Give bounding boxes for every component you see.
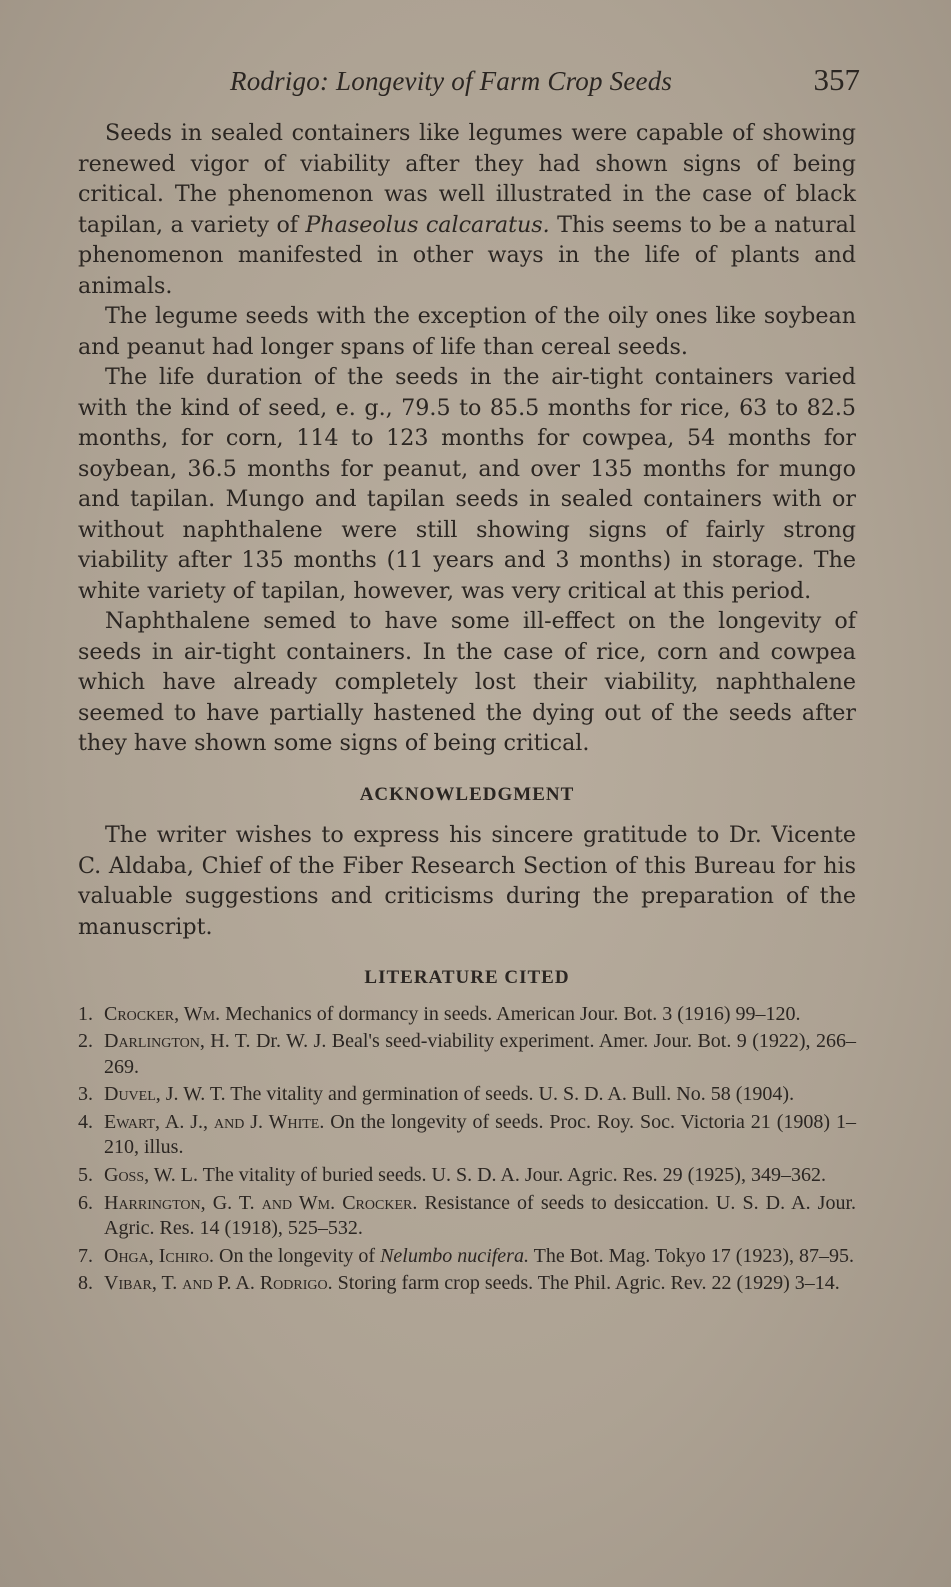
reference-author: Vibar, T. and P. A. Rodrigo. bbox=[104, 1272, 333, 1295]
reference-number: 8. bbox=[78, 1272, 93, 1295]
reference-author: Goss, W. L. bbox=[104, 1164, 199, 1187]
paragraph-1 bbox=[78, 118, 856, 301]
reference-text: Crocker, Wm. Mechanics of dormancy in seeds. American Jour. Bot. 3 (1916) 99–120. bbox=[104, 1002, 801, 1025]
reference-number: 6. bbox=[78, 1191, 93, 1214]
paragraph-1-text-a: Seeds in sealed containers like legumes were capable of showing renewed vigor of viability after they had shown signs of being critical. The phenomenon was well illustrated in the case of black tapilan, a variety of bbox=[78, 120, 856, 238]
reference-author: Ohga, Ichiro. bbox=[104, 1244, 214, 1267]
running-title: Rodrigo: Longevity of Farm Crop Seeds bbox=[230, 66, 673, 96]
running-head bbox=[230, 62, 860, 102]
reference-number: 1. bbox=[78, 1002, 93, 1025]
reference-number: 3. bbox=[78, 1083, 93, 1106]
paragraph-3: The life duration of the seeds in the air-tight containers varied with the kind of seed, e. g., 79.5 to 85.5 months for rice, 63 to 82.5 months, for corn, 114 to 123 months for cowpea, 54 months for soybean, 36.5 months for peanut, and over 135 months for mungo and tapilan. Mungo and tapilan seeds in sealed containers with or without naphthalene were still showing signs of fairly strong viability after 135 months (11 years and 3 months) in storage. The white variety of tapilan, however, was very critical at this period. bbox=[78, 364, 856, 604]
reference-number: 7. bbox=[78, 1244, 93, 1267]
reference-item bbox=[78, 1029, 856, 1080]
reference-item bbox=[78, 1002, 856, 1028]
reference-text: Ewart, A. J., and J. White. On the longevity of seeds. Proc. Roy. Soc. Victoria 21 (1908) 1–210, illus. bbox=[104, 1110, 856, 1159]
acknowledgment-heading: ACKNOWLEDGMENT bbox=[359, 783, 575, 805]
reference-author: Crocker, Wm. bbox=[104, 1002, 221, 1025]
reference-author: Ewart, A. J., and J. White. bbox=[104, 1110, 325, 1133]
reference-item bbox=[78, 1191, 856, 1242]
species-name: Nelumbo nucifera. bbox=[380, 1244, 529, 1267]
reference-list bbox=[78, 1002, 856, 1298]
reference-author: Duvel, J. W. T. bbox=[104, 1083, 226, 1106]
reference-text: Goss, W. L. The vitality of buried seeds. U. S. D. A. Jour. Agric. Res. 29 (1925), 349–362. bbox=[104, 1164, 826, 1187]
article-body bbox=[78, 118, 856, 1299]
reference-text: Duvel, J. W. T. The vitality and germination of seeds. U. S. D. A. Bull. No. 58 (1904). bbox=[104, 1083, 795, 1106]
reference-text: Darlington, H. T. Dr. W. J. Beal's seed-viability experiment. Amer. Jour. Bot. 9 (1922), 266–269. bbox=[104, 1030, 856, 1078]
reference-item bbox=[78, 1163, 856, 1189]
reference-author: Darlington, H. T. bbox=[104, 1030, 251, 1053]
reference-number: 5. bbox=[78, 1164, 93, 1187]
reference-text: Harrington, G. T. and Wm. Crocker. Resistance of seeds to desiccation. U. S. D. A. Jour. Agric. Res. 14 (1918), 525–532. bbox=[104, 1191, 856, 1240]
acknowledgment-text: The writer wishes to express his sincere gratitude to Dr. Vicente C. Aldaba, Chief of the Fiber Research Section of this Bureau for his valuable suggestions and criticisms during the preparation of the manuscript. bbox=[78, 822, 856, 940]
reference-text: Vibar, T. and P. A. Rodrigo. Storing farm crop seeds. The Phil. Agric. Rev. 22 (1929) 3–14. bbox=[104, 1272, 840, 1295]
reference-text: Ohga, Ichiro. On the longevity of Nelumbo nucifera. The Bot. Mag. Tokyo 17 (1923), 87–95. bbox=[104, 1244, 855, 1267]
reference-item bbox=[78, 1244, 856, 1270]
page-number: 357 bbox=[813, 62, 860, 97]
reference-author: Harrington, G. T. and Wm. Crocker. bbox=[104, 1191, 418, 1214]
paragraph-2: The legume seeds with the exception of the oily ones like soybean and peanut had longer spans of life than cereal seeds. bbox=[78, 303, 856, 360]
reference-item bbox=[78, 1271, 856, 1297]
reference-number: 2. bbox=[78, 1030, 93, 1053]
reference-item bbox=[78, 1110, 856, 1161]
paragraph-4: Naphthalene semed to have some ill-effect on the longevity of seeds in air-tight containers. In the case of rice, corn and cowpea which have already completely lost their viability, naphthalene seemed to have partially hastened the dying out of the seeds after they have shown some signs of being critical. bbox=[78, 608, 856, 756]
literature-heading: LITERATURE CITED bbox=[364, 967, 570, 988]
reference-item bbox=[78, 1082, 856, 1108]
paragraph-1-text-b: This seems to be a natural phenomenon manifested in other ways in the life of plants and animals. bbox=[78, 211, 857, 299]
reference-number: 4. bbox=[78, 1110, 93, 1133]
species-name: Phaseolus calcaratus. bbox=[305, 211, 550, 238]
